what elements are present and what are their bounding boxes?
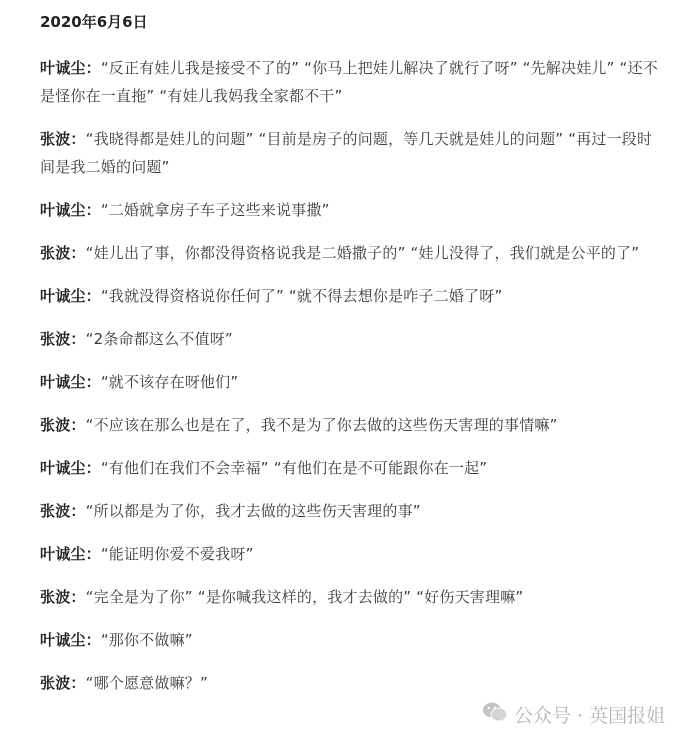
speaker-name: 叶诚尘: [40, 545, 86, 563]
speaker-colon: ：: [85, 201, 101, 219]
quote-text: “2条命都这么不值呀”: [85, 330, 233, 348]
speaker-colon: ：: [85, 459, 101, 477]
speaker-name: 张波: [40, 130, 71, 148]
quote-text: “就不该存在呀他们”: [100, 373, 239, 391]
speaker-colon: ：: [85, 631, 101, 649]
dialogue-entry: [40, 497, 662, 525]
speaker-colon: ：: [70, 674, 86, 692]
quote-text: “我就没得资格说你任何了” “就不得去想你是咋子二婚了呀”: [100, 287, 503, 305]
wechat-icon: [482, 701, 508, 728]
quote-text: “娃儿出了事，你都没得资格说我是二婚撒子的” “娃儿没得了，我们就是公平的了”: [85, 244, 640, 262]
dialogue-entry: [40, 54, 662, 110]
quote-text: “我晓得都是娃儿的问题” “目前是房子的问题，等几天就是娃儿的问题” “再过一段时间是我二婚的问题”: [40, 130, 653, 176]
speaker-name: 叶诚尘: [40, 59, 86, 77]
quote-text: “有他们在我们不会幸福” “有他们在是不可能跟你在一起”: [100, 459, 488, 477]
speaker-name: 张波: [40, 416, 71, 434]
quote-text: “所以都是为了你，我才去做的这些伤天害理的事”: [85, 502, 421, 520]
dialogue-entry: [40, 282, 662, 310]
date-heading: 2020年6月6日: [40, 13, 148, 31]
dialogue-entry: [40, 626, 662, 654]
speaker-colon: ：: [70, 502, 86, 520]
dialogue-entry: [40, 669, 662, 697]
speaker-colon: ：: [85, 59, 101, 77]
dialogue-entry: [40, 411, 662, 439]
dialogue-entry: [40, 125, 662, 181]
speaker-colon: ：: [70, 330, 86, 348]
quote-text: “二婚就拿房子车子这些来说事撒”: [100, 201, 330, 219]
speaker-name: 张波: [40, 502, 71, 520]
watermark: [482, 701, 665, 728]
speaker-name: 叶诚尘: [40, 631, 86, 649]
speaker-colon: ：: [70, 244, 86, 262]
speaker-colon: ：: [70, 130, 86, 148]
speaker-name: 叶诚尘: [40, 287, 86, 305]
quote-text: “哪个愿意做嘛？”: [85, 674, 208, 692]
quote-text: “反正有娃儿我是接受不了的” “你马上把娃儿解决了就行了呀” “先解决娃儿” “还不是怪你在一直拖” “有娃儿我妈我全家都不干”: [40, 59, 658, 105]
dialogue-list: [40, 54, 662, 712]
dialogue-entry: [40, 325, 662, 353]
quote-text: “能证明你爱不爱我呀”: [100, 545, 254, 563]
speaker-colon: ：: [70, 416, 86, 434]
speaker-name: 张波: [40, 244, 71, 262]
speaker-colon: ：: [85, 287, 101, 305]
speaker-colon: ：: [70, 588, 86, 606]
watermark-text: 公众号 · 英国报姐: [514, 705, 666, 727]
dialogue-entry: [40, 368, 662, 396]
speaker-name: 叶诚尘: [40, 459, 86, 477]
quote-text: “那你不做嘛”: [100, 631, 193, 649]
speaker-colon: ：: [85, 545, 101, 563]
speaker-name: 张波: [40, 674, 71, 692]
speaker-name: 叶诚尘: [40, 201, 86, 219]
speaker-name: 张波: [40, 330, 71, 348]
dialogue-entry: [40, 540, 662, 568]
quote-text: “完全是为了你” “是你喊我这样的，我才去做的” “好伤天害理嘛”: [85, 588, 524, 606]
dialogue-entry: [40, 454, 662, 482]
speaker-name: 张波: [40, 588, 71, 606]
dialogue-entry: [40, 196, 662, 224]
quote-text: “不应该在那么也是在了，我不是为了你去做的这些伤天害理的事情嘛”: [85, 416, 558, 434]
dialogue-entry: [40, 583, 662, 611]
speaker-name: 叶诚尘: [40, 373, 86, 391]
speaker-colon: ：: [85, 373, 101, 391]
dialogue-entry: [40, 239, 662, 267]
